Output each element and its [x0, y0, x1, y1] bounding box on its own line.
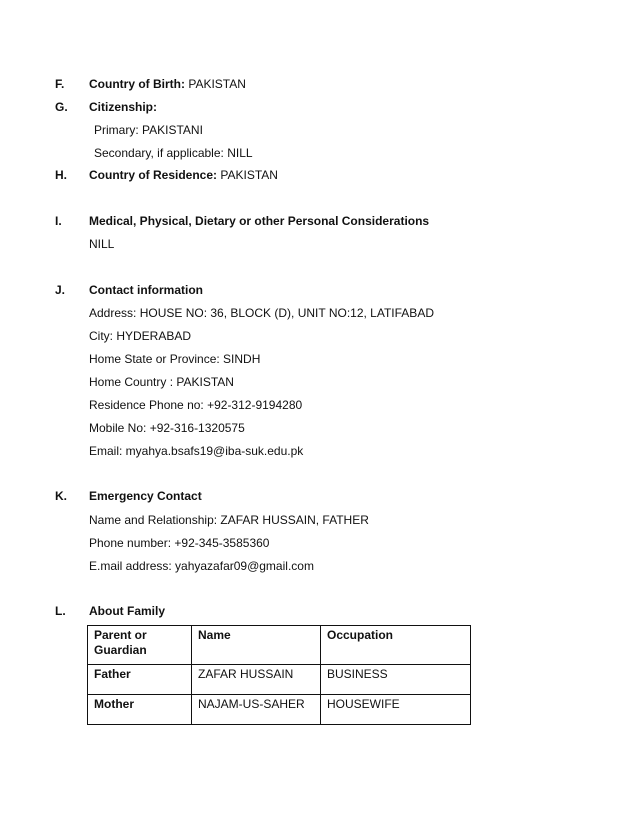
section-l-letter: L. — [55, 604, 66, 618]
section-f-letter: F. — [55, 77, 65, 91]
medical-considerations-value: NILL — [89, 237, 115, 251]
country-of-residence-label: Country of Residence: — [89, 168, 218, 182]
contact-country: Home Country : PAKISTAN — [89, 375, 234, 389]
country-of-residence-value: PAKISTAN — [220, 168, 278, 182]
contact-information-label: Contact information — [89, 283, 203, 297]
relation-cell: Mother — [88, 695, 192, 725]
header-parent-or-guardian: Parent or Guardian — [88, 626, 192, 665]
contact-address: Address: HOUSE NO: 36, BLOCK (D), UNIT NO:12, LATIFABAD — [89, 306, 434, 320]
section-k-letter: K. — [55, 489, 67, 503]
section-g-letter: G. — [55, 100, 68, 114]
occupation-cell: BUSINESS — [321, 665, 471, 695]
about-family-label: About Family — [89, 604, 166, 618]
header-name: Name — [192, 626, 321, 665]
section-i-letter: I. — [55, 214, 62, 228]
table-row — [88, 665, 471, 695]
country-of-residence-line — [89, 168, 278, 182]
contact-city: City: HYDERABAD — [89, 329, 192, 343]
name-cell: NAJAM-US-SAHER — [192, 695, 321, 725]
contact-mobile: Mobile No: +92-316-1320575 — [89, 421, 245, 435]
section-j-letter: J. — [55, 283, 66, 297]
relation-cell: Father — [88, 665, 192, 695]
contact-state: Home State or Province: SINDH — [89, 352, 261, 366]
occupation-cell: HOUSEWIFE — [321, 695, 471, 725]
section-h-letter: H. — [55, 168, 67, 182]
table-header-row — [88, 626, 471, 665]
country-of-birth-label: Country of Birth: — [89, 77, 185, 91]
country-of-birth-value: PAKISTAN — [188, 77, 246, 91]
table-row — [88, 695, 471, 725]
contact-residence-phone: Residence Phone no: +92-312-9194280 — [89, 398, 303, 412]
contact-email: Email: myahya.bsafs19@iba-suk.edu.pk — [89, 444, 304, 458]
header-occupation: Occupation — [321, 626, 471, 665]
emergency-contact-label: Emergency Contact — [89, 489, 202, 503]
medical-considerations-label: Medical, Physical, Dietary or other Personal Considerations — [89, 214, 430, 228]
citizenship-secondary: Secondary, if applicable: NILL — [94, 146, 253, 160]
citizenship-label: Citizenship: — [89, 100, 157, 114]
name-cell: ZAFAR HUSSAIN — [192, 665, 321, 695]
emergency-phone: Phone number: +92-345-3585360 — [89, 536, 270, 550]
citizenship-primary: Primary: PAKISTANI — [94, 123, 203, 137]
country-of-birth-line — [89, 77, 246, 91]
emergency-email: E.mail address: yahyazafar09@gmail.com — [89, 559, 314, 573]
family-table — [87, 625, 471, 725]
emergency-name-relationship: Name and Relationship: ZAFAR HUSSAIN, FATHER — [89, 513, 369, 527]
